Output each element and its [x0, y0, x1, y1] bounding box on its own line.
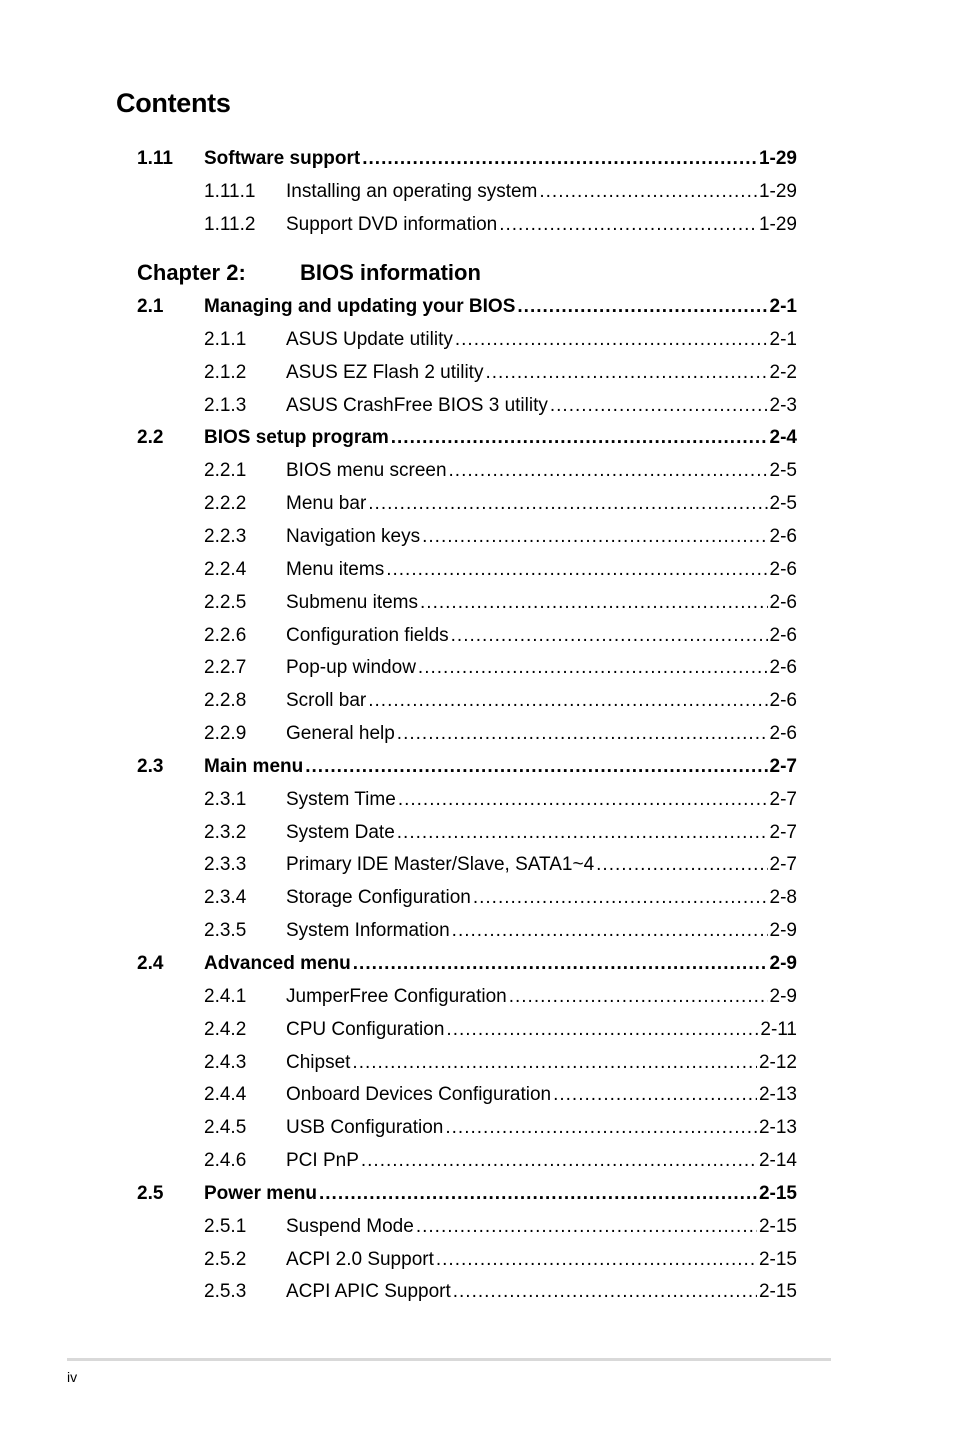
subsection-title: PCI PnP [286, 1150, 359, 1171]
page-ref: 2-6 [769, 526, 797, 547]
dot-leader [455, 327, 768, 353]
subsection-title: System Date [286, 822, 395, 843]
page-ref: 2-2 [769, 362, 797, 383]
page-number: iv [67, 1369, 78, 1385]
toc-entry[interactable] [286, 393, 797, 419]
dot-leader [398, 787, 768, 813]
toc-section-row[interactable] [0, 951, 954, 977]
subsection-number: 2.5.1 [204, 1216, 247, 1237]
subsection-title: ASUS CrashFree BIOS 3 utility [286, 395, 548, 416]
chapter-title: BIOS information [300, 260, 481, 285]
subsection-title: JumperFree Configuration [286, 986, 507, 1007]
subsection-number: 2.2.7 [204, 657, 247, 678]
dot-leader [452, 918, 768, 944]
page-ref: 2-14 [758, 1150, 797, 1171]
subsection-title: Menu bar [286, 493, 367, 514]
toc-entry[interactable] [286, 688, 797, 714]
page-ref: 2-4 [769, 427, 797, 448]
toc-entry[interactable] [286, 885, 797, 911]
toc-subsection-row[interactable] [0, 1082, 954, 1108]
section-number: 2.1 [137, 296, 164, 317]
subsection-title: CPU Configuration [286, 1019, 445, 1040]
toc-section-row[interactable] [0, 146, 954, 172]
page-ref: 2-6 [769, 559, 797, 580]
toc-subsection-row[interactable] [0, 1214, 954, 1240]
toc-subsection-row[interactable] [0, 1050, 954, 1076]
dot-leader [451, 623, 768, 649]
subsection-number: 2.4.4 [204, 1084, 247, 1105]
section-title: Managing and updating your BIOS [204, 296, 516, 317]
page-ref: 2-15 [758, 1183, 797, 1204]
toc-entry[interactable] [286, 360, 797, 386]
dot-leader [550, 393, 768, 419]
section-title: BIOS setup program [204, 427, 389, 448]
toc-entry[interactable] [204, 754, 797, 780]
dot-leader [420, 590, 768, 616]
toc-entry[interactable] [286, 623, 797, 649]
toc-subsection-row[interactable] [0, 984, 954, 1010]
dot-leader [485, 360, 767, 386]
section-number: 2.2 [137, 427, 164, 448]
section-number: 2.5 [137, 1183, 164, 1204]
toc-entry[interactable] [204, 294, 797, 320]
subsection-number: 2.2.8 [204, 690, 247, 711]
subsection-title: System Information [286, 920, 450, 941]
subsection-title: Chipset [286, 1052, 351, 1073]
subsection-number: 2.2.2 [204, 493, 247, 514]
subsection-number: 2.1.3 [204, 395, 247, 416]
subsection-number: 2.4.6 [204, 1150, 247, 1171]
dot-leader [397, 721, 768, 747]
subsection-number: 2.3.3 [204, 854, 247, 875]
toc-entry[interactable] [286, 590, 797, 616]
subsection-number: 2.2.6 [204, 625, 247, 646]
toc-entry[interactable] [286, 721, 797, 747]
toc-subsection-row[interactable] [0, 212, 954, 238]
subsection-title: BIOS menu screen [286, 460, 447, 481]
toc-subsection-row[interactable] [0, 1279, 954, 1305]
subsection-number: 2.1.1 [204, 329, 247, 350]
toc-subsection-row[interactable] [0, 852, 954, 878]
page-ref: 2-6 [769, 592, 797, 613]
section-number: 2.4 [137, 953, 164, 974]
toc-entry[interactable] [286, 491, 797, 517]
dot-leader [416, 1214, 757, 1240]
toc-entry[interactable] [204, 146, 797, 172]
dot-leader [436, 1247, 757, 1273]
subsection-number: 2.2.3 [204, 526, 247, 547]
toc-entry[interactable] [286, 820, 797, 846]
dot-leader [445, 1115, 757, 1141]
dot-leader [418, 655, 768, 681]
toc-entry[interactable] [286, 1017, 797, 1043]
page-ref: 2-9 [769, 986, 797, 1007]
subsection-number: 2.1.2 [204, 362, 247, 383]
toc-subsection-row[interactable] [0, 327, 954, 353]
toc-subsection-row[interactable] [0, 179, 954, 205]
section-title: Advanced menu [204, 953, 351, 974]
page-ref: 2-5 [769, 460, 797, 481]
subsection-title: USB Configuration [286, 1117, 444, 1138]
toc-entry[interactable] [286, 327, 797, 353]
page-ref: 2-15 [758, 1281, 797, 1302]
dot-leader [362, 146, 757, 172]
toc-subsection-row[interactable] [0, 623, 954, 649]
subsection-number: 2.2.5 [204, 592, 247, 613]
subsection-number: 2.4.3 [204, 1052, 247, 1073]
page-ref: 2-7 [769, 789, 797, 810]
dot-leader [453, 1279, 757, 1305]
page-ref: 2-13 [758, 1117, 797, 1138]
subsection-number: 2.3.2 [204, 822, 247, 843]
subsection-number: 2.3.5 [204, 920, 247, 941]
toc-entry[interactable] [204, 425, 797, 451]
dot-leader [473, 885, 768, 911]
toc-subsection-row[interactable] [0, 458, 954, 484]
subsection-number: 1.11.2 [204, 214, 256, 235]
subsection-title: Suspend Mode [286, 1216, 414, 1237]
dot-leader [397, 820, 768, 846]
dot-leader [319, 1181, 757, 1207]
page-ref: 2-7 [769, 756, 797, 777]
page-ref: 2-7 [769, 822, 797, 843]
toc-entry[interactable] [286, 458, 797, 484]
subsection-title: Submenu items [286, 592, 419, 613]
subsection-number: 2.5.2 [204, 1249, 247, 1270]
dot-leader [596, 852, 767, 878]
toc-subsection-row[interactable] [0, 820, 954, 846]
dot-leader [353, 951, 768, 977]
dot-leader [361, 1148, 757, 1174]
page-ref: 2-9 [769, 920, 797, 941]
section-title: Power menu [204, 1183, 317, 1204]
toc-entry[interactable] [286, 1214, 797, 1240]
toc-entry[interactable] [286, 1279, 797, 1305]
toc-section-row[interactable] [0, 425, 954, 451]
toc-entry[interactable] [204, 951, 797, 977]
toc-entry[interactable] [286, 212, 797, 238]
toc-entry[interactable] [286, 787, 797, 813]
toc-section-row[interactable] [0, 1181, 954, 1207]
page-ref: 2-6 [769, 690, 797, 711]
dot-leader [553, 1082, 757, 1108]
page-ref: 2-8 [769, 887, 797, 908]
page-ref: 2-13 [758, 1084, 797, 1105]
page-ref: 2-12 [758, 1052, 797, 1073]
toc-entry[interactable] [204, 1181, 797, 1207]
page-ref: 2-5 [769, 493, 797, 514]
subsection-title: Primary IDE Master/Slave, SATA1~4 [286, 854, 595, 875]
toc-entry[interactable] [286, 1082, 797, 1108]
page-ref: 2-6 [769, 657, 797, 678]
subsection-title: Support DVD information [286, 214, 498, 235]
section-title: Main menu [204, 756, 304, 777]
dot-leader [446, 1017, 758, 1043]
subsection-title: Scroll bar [286, 690, 367, 711]
toc-entry[interactable] [286, 1115, 797, 1141]
dot-leader [391, 425, 768, 451]
toc-subsection-row[interactable] [0, 1017, 954, 1043]
section-number: 1.11 [137, 148, 173, 169]
toc-section-row[interactable] [0, 754, 954, 780]
subsection-title: Pop-up window [286, 657, 416, 678]
dot-leader [517, 294, 767, 320]
toc-subsection-row[interactable] [0, 590, 954, 616]
subsection-title: ASUS EZ Flash 2 utility [286, 362, 484, 383]
subsection-title: Onboard Devices Configuration [286, 1084, 552, 1105]
dot-leader [368, 491, 767, 517]
toc-entry[interactable] [286, 1148, 797, 1174]
page-ref: 1-29 [758, 181, 797, 202]
page-ref: 2-3 [769, 395, 797, 416]
page-ref: 2-1 [769, 329, 797, 350]
dot-leader [499, 212, 757, 238]
page-ref: 2-6 [769, 723, 797, 744]
toc-subsection-row[interactable] [0, 918, 954, 944]
page-title: Contents [116, 88, 231, 118]
toc-entry[interactable] [286, 655, 797, 681]
toc-subsection-row[interactable] [0, 360, 954, 386]
toc-subsection-row[interactable] [0, 491, 954, 517]
subsection-number: 2.3.1 [204, 789, 247, 810]
page-ref: 2-1 [769, 296, 797, 317]
subsection-title: ACPI APIC Support [286, 1281, 451, 1302]
subsection-title: Configuration fields [286, 625, 449, 646]
section-title: Software support [204, 148, 361, 169]
subsection-title: Storage Configuration [286, 887, 471, 908]
toc-section-row[interactable] [0, 294, 954, 320]
dot-leader [449, 458, 768, 484]
dot-leader [368, 688, 767, 714]
toc-subsection-row[interactable] [0, 1148, 954, 1174]
toc-entry[interactable] [286, 852, 797, 878]
subsection-number: 2.4.5 [204, 1117, 247, 1138]
toc-entry[interactable] [286, 1247, 797, 1273]
toc-subsection-row[interactable] [0, 1115, 954, 1141]
subsection-title: ACPI 2.0 Support [286, 1249, 434, 1270]
page-ref: 1-29 [758, 148, 797, 169]
subsection-number: 2.5.3 [204, 1281, 247, 1302]
subsection-title: General help [286, 723, 395, 744]
toc-subsection-row[interactable] [0, 885, 954, 911]
subsection-title: System Time [286, 789, 396, 810]
page-ref: 2-9 [769, 953, 797, 974]
subsection-title: Menu items [286, 559, 385, 580]
page-ref: 2-7 [769, 854, 797, 875]
toc-subsection-row[interactable] [0, 688, 954, 714]
page-ref: 2-6 [769, 625, 797, 646]
toc-subsection-row[interactable] [0, 787, 954, 813]
subsection-number: 2.2.9 [204, 723, 247, 744]
subsection-number: 2.4.2 [204, 1019, 247, 1040]
section-number: 2.3 [137, 756, 164, 777]
toc-entry[interactable] [286, 524, 797, 550]
dot-leader [352, 1050, 757, 1076]
subsection-title: Navigation keys [286, 526, 421, 547]
toc-subsection-row[interactable] [0, 524, 954, 550]
toc-subsection-row[interactable] [0, 393, 954, 419]
chapter-number: Chapter 2: [137, 260, 246, 285]
subsection-number: 2.4.1 [204, 986, 247, 1007]
subsection-number: 2.3.4 [204, 887, 247, 908]
page-ref: 2-15 [758, 1216, 797, 1237]
toc-subsection-row[interactable] [0, 557, 954, 583]
dot-leader [422, 524, 767, 550]
subsection-number: 2.2.4 [204, 559, 247, 580]
subsection-title: Installing an operating system [286, 181, 538, 202]
toc-entry[interactable] [286, 1050, 797, 1076]
toc-entry[interactable] [286, 557, 797, 583]
dot-leader [386, 557, 767, 583]
toc-subsection-row[interactable] [0, 721, 954, 747]
toc-entry[interactable] [286, 179, 797, 205]
subsection-number: 2.2.1 [204, 460, 247, 481]
toc-subsection-row[interactable] [0, 655, 954, 681]
dot-leader [305, 754, 767, 780]
toc-entry[interactable] [286, 918, 797, 944]
toc-entry[interactable] [286, 984, 797, 1010]
subsection-title: ASUS Update utility [286, 329, 453, 350]
page-ref: 2-15 [758, 1249, 797, 1270]
page-ref: 1-29 [758, 214, 797, 235]
footer-rule [67, 1358, 831, 1361]
dot-leader [509, 984, 768, 1010]
toc-subsection-row[interactable] [0, 1247, 954, 1273]
subsection-number: 1.11.1 [204, 181, 256, 202]
page-ref: 2-11 [760, 1019, 797, 1040]
dot-leader [539, 179, 757, 205]
